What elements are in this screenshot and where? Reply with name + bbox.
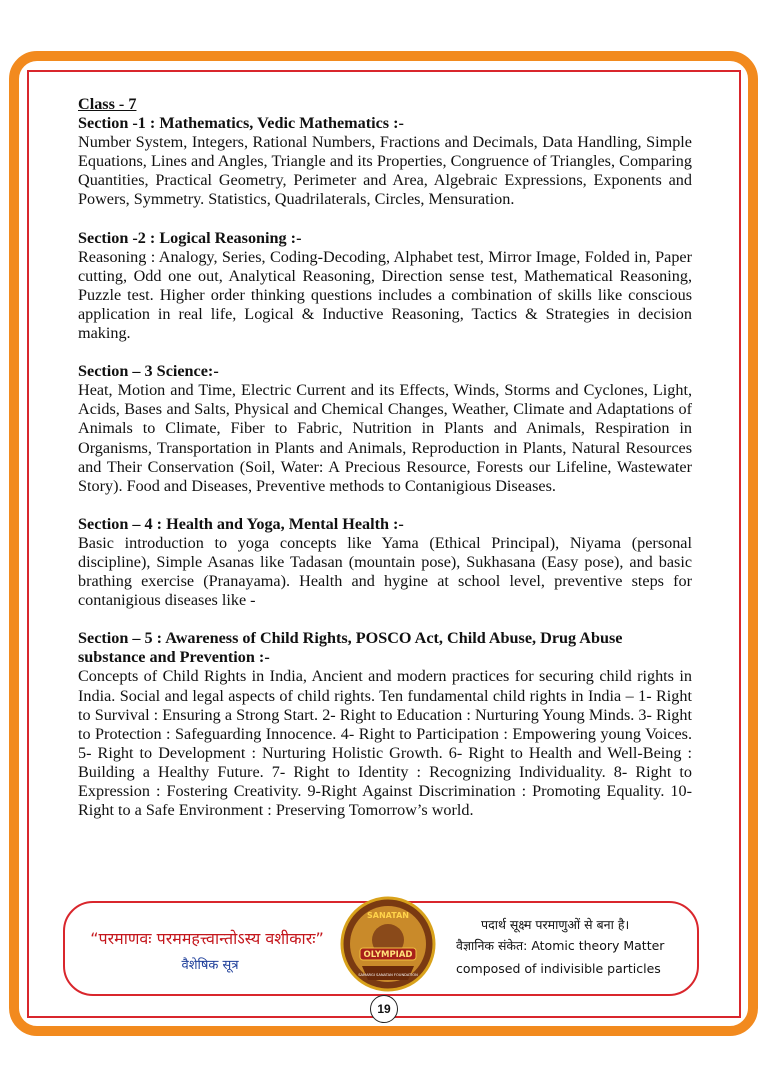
page-number: 19 [370,995,398,1023]
section-heading: Section – 5 : Awareness of Child Rights, POSCO Act, Child Abuse, Drug Abuse substance and Prevention :- [78,629,623,667]
class-title: Class - 7 [78,95,137,113]
section-heading: Section – 3 Science:- [78,362,219,381]
footer-symbol-english: Atomic theory Matter [527,938,665,953]
logo-bottom-text: SAMARGI SANATAN FOUNDATION [358,973,418,977]
sanskrit-sloka: “परमाणवः परममहत्त्वान्तोऽस्य वशीकारः” [90,929,324,948]
section-body: Concepts of Child Rights in India, Ancient and modern practices for securing child rights in India. Social and legal aspects of child rights. Ten fundamental child rights in India – 1- Right to Survival : Ensuring a Strong Start. 2- Right to Education : Nurturing Young Minds. 3- Right to Protection : Safeguarding Innocence. 4- Right to Participation : Empowering young Voices. 5- Right to Development : Nurturing Holistic Growth. 6- Right to Health and Well-Being : Building a Healthy Future. 7- Right to Identity : Recognizing Individuality. 8- Right to Expression : Fostering Creativity. 9-Right Against Discrimination : Promoting Equality. 10- Right to a Safe Environment : Preserving Tomorrow’s world. [78,667,692,820]
section-5 [78,629,692,820]
footer-symbol-line [456,935,696,956]
section-2 [78,229,692,344]
section-heading: Section – 4 : Health and Yoga, Mental Health :- [78,514,404,533]
section-body: Heat, Motion and Time, Electric Current and its Effects, Winds, Storms and Cyclones, Light, Acids, Bases and Salts, Physical and Chemical Changes, Weather, Climate and Adaptations of Animals to Climate, Fiber to Fabric, Nutrition in Plants and Animals, Respiration in Organisms, Transportation in Plants and Animals, Reproduction in Plants, Natural Resources and Their Conservation (Soil, Water: A Precious Resource, Forests our Lifeline, Wastewater Story). Food and Diseases, Preventive methods to Contanigious Diseases. [78,381,692,495]
section-body: Reasoning : Analogy, Series, Coding-Decoding, Alphabet test, Mirror Image, Folded in, Paper cutting, Odd one out, Analytical Reasoning, Direction sense test, Mathematical Reasoning, Puzzle test. Higher order thinking questions includes a combination of skills like conscious application in real life, Logical & Inductive Reasoning, Tactics & Strategies in decision making. [78,247,692,343]
sanatan-olympiad-logo [340,896,436,992]
syllabus-content [78,95,692,839]
section-4 [78,515,692,610]
logo-main-text: OLYMPIAD [363,950,413,960]
footer-symbol-hindi: वैज्ञानिक संकेत: [456,938,528,953]
footer-right-text [456,914,696,979]
section-body: Basic introduction to yoga concepts like Yama (Ethical Principal), Niyama (personal discipline), Simple Asanas like Tadasan (mountain pose), Sukhasana (Easy pose), and basic brathing exercise (Pranayama). Health and hygine at school level, preventive steps for contanigious diseases like - [78,533,692,610]
section-heading: Section -2 : Logical Reasoning :- [78,228,302,247]
section-3 [78,362,692,496]
section-1 [78,114,692,209]
footer-hindi-line: पदार्थ सूक्ष्म परमाणुओं से बना है। [481,917,630,932]
section-body: Number System, Integers, Rational Numbers, Fractions and Decimals, Data Handling, Simple Equations, Lines and Angles, Triangle and its Properties, Congruence of Triangles, Comparing Quantities, Practical Geometry, Perimeter and Area, Algebraic Expressions, Exponents and Powers, Symmetry. Statistics, Quadrilaterals, Circles, Mensuration. [78,133,692,209]
section-heading: Section -1 : Mathematics, Vedic Mathematics :- [78,114,404,133]
logo-top-text: SANATAN [367,911,409,920]
footer-english-line: composed of indivisible particles [456,961,661,976]
sloka-source: वैशेषिक सूत्र [181,958,239,973]
